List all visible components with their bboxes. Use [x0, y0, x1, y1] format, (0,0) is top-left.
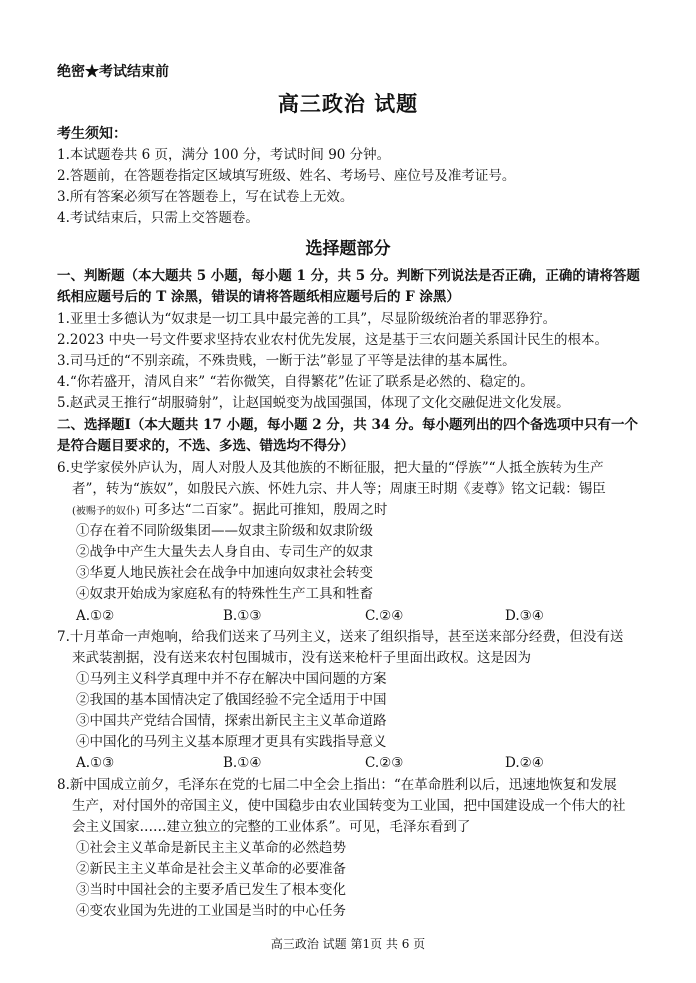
question-6-stem-line1: 6.史学家侯外庐认为，周人对殷人及其他族的不断征服，把大量的“俘族”“人抵全族转为生产 [57, 460, 604, 476]
question-6-choice-c: C.②④ [365, 608, 404, 624]
question-7-stem-line1: 7.十月革命一声炮响，给我们送来了马列主义，送来了组织指导，甚至送来部分经费，但没有送 [57, 629, 624, 645]
part2-heading-line1: 二、选择题Ⅰ（本大题共 17 小题，每小题 2 分，共 34 分。每小题列出的四个备选项中只有一个 [57, 417, 638, 433]
part2-heading-line2: 是符合题目要求的，不选、多选、错选均不得分） [57, 438, 354, 454]
judgment-item: 1.亚里士多德认为“奴隶是一切工具中最完善的工具”，尽显阶级统治者的罪恶狰狞。 [57, 311, 557, 327]
question-8-stem-line3: 会主义国家……建立独立的完整的工业体系”。可见，毛泽东看到了 [72, 819, 471, 835]
annotation-note: (被赐予的奴仆) [72, 506, 140, 517]
part1-heading-line2: 纸相应题号后的 T 涂黑，错误的请将答题纸相应题号后的 F 涂黑） [57, 289, 460, 305]
judgment-item: 5.赵武灵王推行“胡服骑射”，让赵国蜕变为战国强国，体现了文化交融促进文化发展。 [57, 395, 570, 411]
question-8-statement: ②新民主主义革命是社会主义革命的必要准备 [76, 861, 346, 877]
judgment-item: 4.“你若盛开，清风自来” “若你微笑，自得繁花”佐证了联系是必然的、稳定的。 [57, 374, 534, 390]
question-6-choice-a: A.①② [76, 608, 115, 624]
question-8-statement: ③当时中国社会的主要矛盾已发生了根本变化 [76, 882, 346, 898]
question-8-stem-line1: 8.新中国成立前夕，毛泽东在党的七届二中全会上指出：“在革命胜利以后，迅速地恢复和发展 [57, 777, 617, 793]
notice-item: 1.本试题卷共 6 页，满分 100 分，考试时间 90 分钟。 [57, 147, 391, 163]
confidential-label: 绝密★考试结束前 [57, 64, 169, 80]
question-7-choice-d: D.②④ [505, 755, 544, 771]
notice-item: 4.考试结束后，只需上交答题卷。 [57, 210, 259, 226]
judgment-item: 3.司马迁的“不别亲疏，不殊贵贱，一断于法”彰显了平等是法律的基本属性。 [57, 353, 516, 369]
question-7-stem-line2: 来武装割据，没有送来农村包围城市，没有送来枪杆子里面出政权。这是因为 [72, 650, 531, 666]
page-title: 高三政治 试题 [277, 91, 419, 116]
section-title: 选择题部分 [305, 239, 391, 259]
question-6-stem-line2: 者”，转为“族奴”，如殷民六族、怀姓九宗、井人等；周康王时期《麦尊》铭文记载：锡臣 [72, 481, 606, 497]
stem-text: 可多达“二百家”。据此可推知，殷周之时 [144, 502, 388, 518]
notice-heading: 考生须知： [57, 126, 127, 142]
notice-item: 3.所有答案必须写在答题卷上，写在试卷上无效。 [57, 189, 354, 205]
judgment-item: 2.2023 中央一号文件要求坚持农业农村优先发展，这是基于三农问题关系国计民生的根本。 [57, 332, 609, 348]
question-8-statement: ④变农业国为先进的工业国是当时的中心任务 [76, 903, 346, 919]
question-7-choice-c: C.②③ [365, 755, 404, 771]
question-7-statement: ①马列主义科学真理中并不存在解决中国问题的方案 [76, 671, 387, 687]
question-6-stem-line3 [72, 500, 662, 522]
notice-item: 2.答题前，在答题卷指定区域填写班级、姓名、考场号、座位号及准考证号。 [57, 168, 516, 184]
question-6-choice-d: D.③④ [505, 608, 544, 624]
question-7-statement: ②我国的基本国情决定了俄国经验不完全适用于中国 [76, 692, 387, 708]
question-7-statement: ④中国化的马列主义基本原理才更具有实践指导意义 [76, 734, 387, 750]
question-8-stem-line2: 生产，对付国外的帝国主义，使中国稳步由农业国转变为工业国，把中国建设成一个伟大的社 [72, 798, 626, 814]
question-6-statement: ②战争中产生大量失去人身自由、专司生产的奴隶 [76, 544, 373, 560]
question-6-statement: ③华夏人地民族社会在战争中加速向奴隶社会转变 [76, 565, 373, 581]
question-7-statement: ③中国共产党结合国情，探索出新民主主义革命道路 [76, 713, 387, 729]
page-footer: 高三政治 试题 第1页 共 6 页 [270, 937, 426, 951]
question-6-statement: ④奴隶开始成为家庭私有的特殊性生产工具和牲畜 [76, 586, 373, 602]
part1-heading-line1: 一、判断题（本大题共 5 小题，每小题 1 分，共 5 分。判断下列说法是否正确，正确的请将答题 [57, 268, 640, 284]
question-7-choice-a: A.①③ [76, 755, 115, 771]
question-8-statement: ①社会主义革命是新民主主义革命的必然趋势 [76, 840, 346, 856]
question-6-statement: ①存在着不同阶级集团——奴隶主阶级和奴隶阶级 [76, 523, 373, 539]
question-7-choice-b: B.①④ [223, 755, 262, 771]
question-6-choice-b: B.①③ [223, 608, 262, 624]
